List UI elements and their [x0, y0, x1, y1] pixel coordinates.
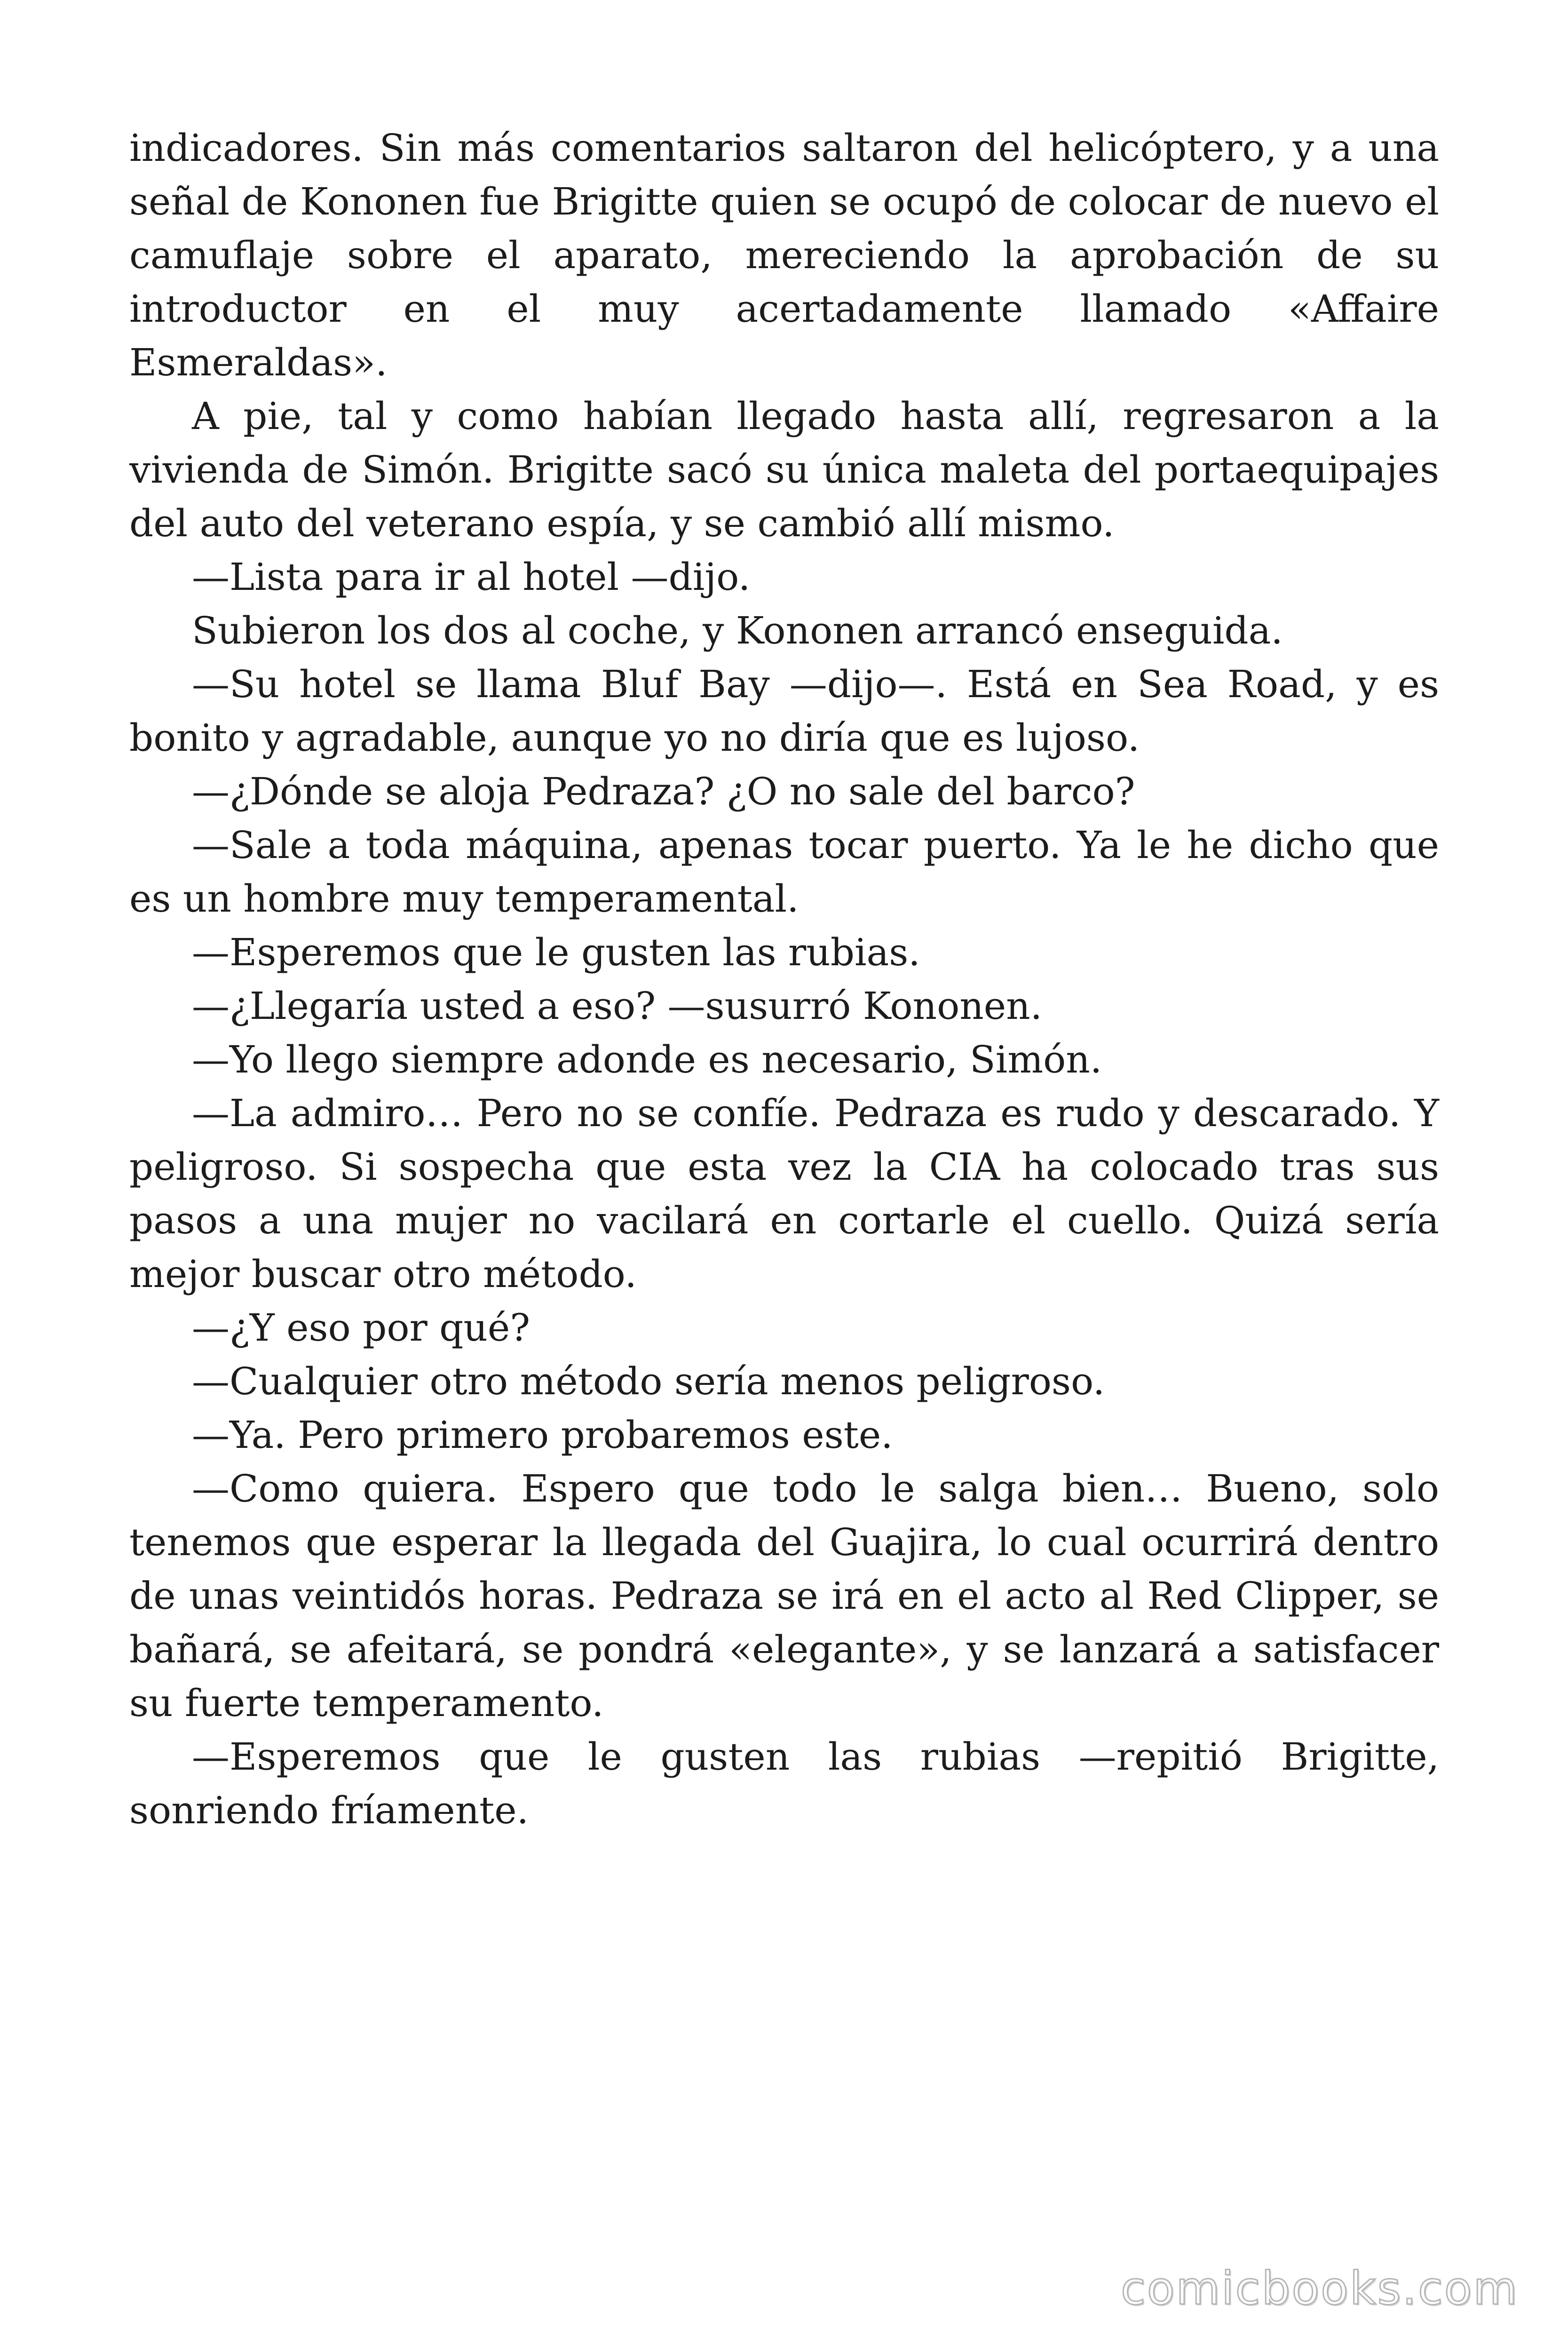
paragraph-8: —Esperemos que le gusten las rubias. — [192, 930, 920, 974]
paragraph-16: —Esperemos que le gusten las rubias —repitió Brigitte, sonriendo fríamente. — [129, 1735, 1439, 1832]
paragraph-12: —¿Y eso por qué? — [192, 1306, 531, 1350]
watermark-logo: comicbooks.com — [1120, 2262, 1519, 2315]
paragraph-11: —La admiro… Pero no se confíe. Pedraza es rudo y descarado. Y peligroso. Si sospecha que esta vez la CIA ha colocado tras sus pasos a una mujer no vacilará en cortarle el cuello. Quizá sería mejor buscar otro método. — [129, 1091, 1439, 1296]
paragraph-7: —Sale a toda máquina, apenas tocar puerto. Ya le he dicho que es un hombre muy temperamental. — [129, 823, 1439, 921]
paragraph-3: —Lista para ir al hotel —dijo. — [192, 555, 751, 599]
paragraph-4: Subieron los dos al coche, y Kononen arrancó enseguida. — [192, 609, 1283, 652]
paragraph-5: —Su hotel se llama Bluf Bay —dijo—. Está en Sea Road, y es bonito y agradable, aunque yo no diría que es lujoso. — [129, 662, 1439, 760]
paragraph-14: —Ya. Pero primero probaremos este. — [192, 1413, 893, 1457]
paragraph-6: —¿Dónde se aloja Pedraza? ¿O no sale del barco? — [192, 770, 1135, 813]
paragraph-2: A pie, tal y como habían llegado hasta allí, regresaron a la vivienda de Simón. Brigitte sacó su única maleta del portaequipajes del auto del veterano espía, y se cambió allí mismo. — [129, 394, 1439, 545]
paragraph-10: —Yo llego siempre adonde es necesario, Simón. — [192, 1038, 1102, 1081]
paragraph-9: —¿Llegaría usted a eso? —susurró Kononen. — [192, 984, 1043, 1028]
paragraph-13: —Cualquier otro método sería menos peligroso. — [192, 1359, 1105, 1403]
paragraph-1: indicadores. Sin más comentarios saltaron del helicóptero, y a una señal de Kononen fue Brigitte quien se ocupó de colocar de nuevo el camuflaje sobre el aparato, mereciendo la aprobación de su introductor en el muy acertadamente llamado «Affaire Esmeraldas». — [129, 126, 1439, 384]
page-body-text — [129, 121, 1439, 1837]
paragraph-15: —Como quiera. Espero que todo le salga bien… Bueno, solo tenemos que esperar la llegada del Guajira, lo cual ocurrirá dentro de unas veintidós horas. Pedraza se irá en el acto al Red Clipper, se bañará, se afeitará, se pondrá «elegante», y se lanzará a satisfacer su fuerte temperamento. — [129, 1467, 1439, 1725]
